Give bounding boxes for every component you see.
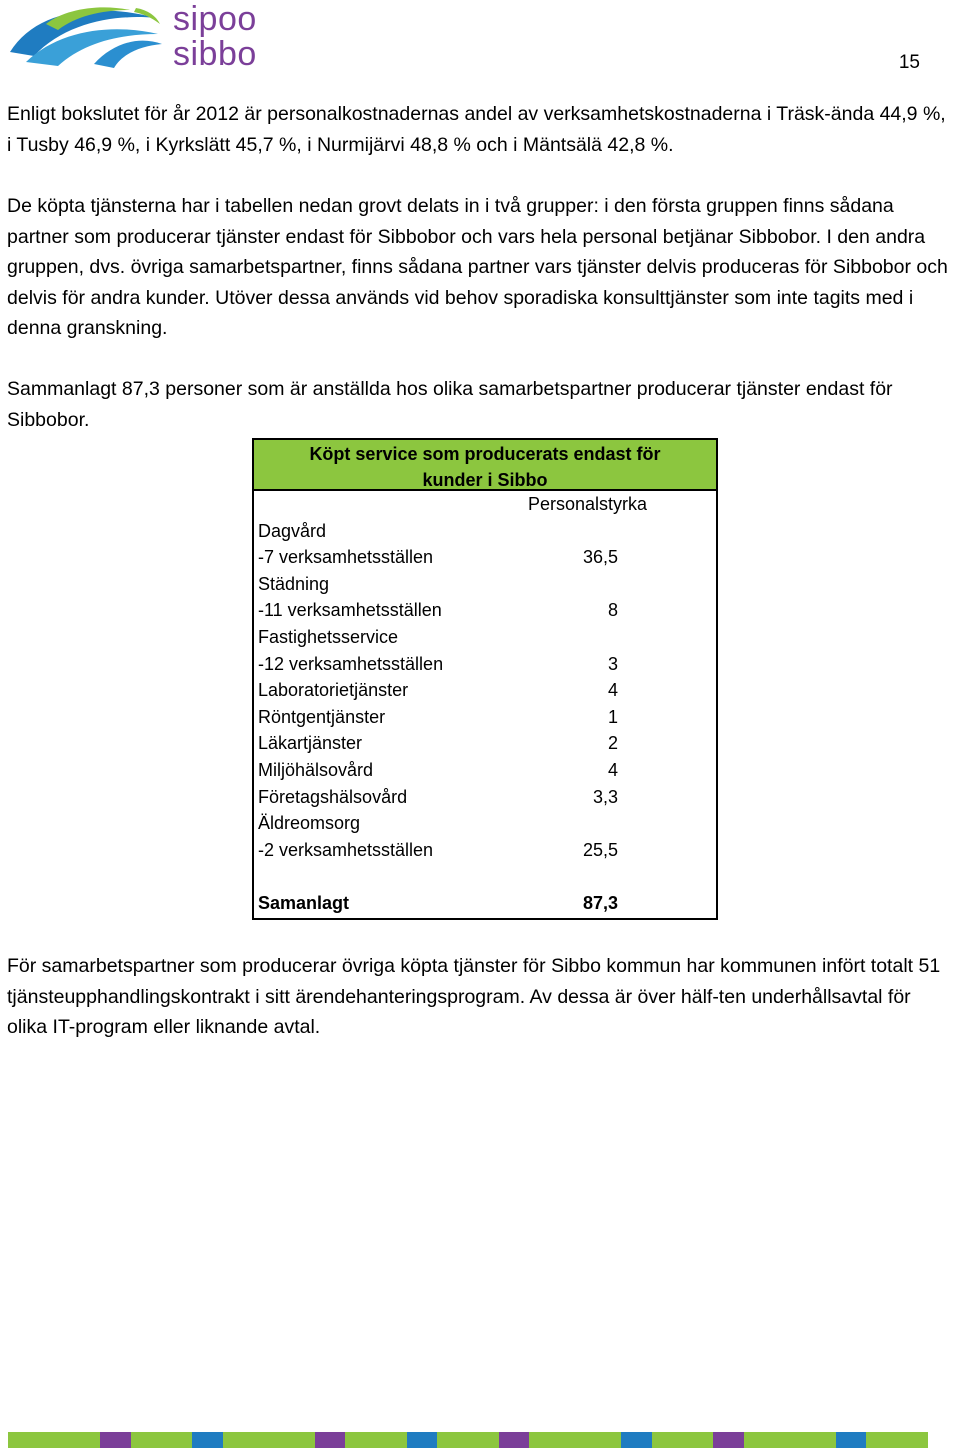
paragraph-summary: Sammanlagt 87,3 personer som är anställda hos olika samarbetspartner producerar tjänster endast för Sibbobor. (7, 378, 893, 431)
footer-stripe (713, 1432, 744, 1448)
footer-stripe (744, 1432, 775, 1448)
footer-stripe (836, 1432, 867, 1448)
table-row (254, 704, 716, 731)
footer-stripe (284, 1432, 315, 1448)
logo-line-2: sibbo (173, 35, 257, 73)
row-value: 3,3 (592, 786, 618, 807)
footer-stripe (345, 1432, 376, 1448)
row-value: 8 (607, 600, 618, 621)
row-value: 3 (607, 653, 618, 674)
table-row (254, 544, 716, 571)
sipoo-sibbo-logo (6, 0, 276, 74)
footer-stripe (590, 1432, 621, 1448)
row-label: -7 verksamhetsställen (258, 547, 434, 568)
footer-stripe (866, 1432, 897, 1448)
footer-stripe (774, 1432, 805, 1448)
total-value: 87,3 (582, 892, 618, 913)
table-title (254, 440, 716, 491)
footer-stripe (192, 1432, 223, 1448)
row-value: 4 (607, 680, 618, 701)
footer-stripe (621, 1432, 652, 1448)
table-row (254, 571, 716, 598)
row-label: Läkartjänster (258, 733, 363, 754)
footer-stripe (69, 1432, 100, 1448)
row-label: Företagshälsovård (258, 786, 408, 807)
footer-stripe (499, 1432, 530, 1448)
table-body (254, 518, 716, 864)
row-value: 2 (607, 733, 618, 754)
row-value: 25,5 (582, 839, 618, 860)
table-row (254, 597, 716, 624)
footer-stripe (652, 1432, 683, 1448)
footer-stripe (437, 1432, 468, 1448)
row-label: Fastighetsservice (258, 626, 399, 647)
table-row (254, 677, 716, 704)
row-label: Miljöhälsovård (258, 759, 374, 780)
footer-stripe (223, 1432, 254, 1448)
table-row (254, 730, 716, 757)
row-label: Röntgentjänster (258, 706, 386, 727)
footer-stripe (805, 1432, 836, 1448)
row-value: 36,5 (582, 547, 618, 568)
purchased-services-table (252, 438, 718, 920)
row-label: -11 verksamhetsställen (258, 600, 442, 621)
footer-stripe (468, 1432, 499, 1448)
table-total-row (254, 890, 716, 917)
footer-stripe (407, 1432, 438, 1448)
footer-stripe (8, 1432, 39, 1448)
row-label: Dagvård (258, 520, 327, 541)
table-column-header-row (254, 491, 716, 518)
table-title-line-2: kunder i Sibbo (422, 470, 548, 490)
total-label: Samanlagt (258, 892, 350, 913)
table-row (254, 757, 716, 784)
row-label: Äldreomsorg (258, 813, 361, 834)
footer-stripe (529, 1432, 560, 1448)
footer-stripe (39, 1432, 70, 1448)
footer-stripe-bar (8, 1432, 928, 1448)
footer-stripe (682, 1432, 713, 1448)
row-label: Laboratorietjänster (258, 680, 409, 701)
table-row (254, 837, 716, 864)
wave-logo-icon (6, 0, 171, 74)
footer-stripe (100, 1432, 131, 1448)
footer-stripe (161, 1432, 192, 1448)
logo-wordmark (173, 2, 257, 72)
footer-stripe (131, 1432, 162, 1448)
logo-line-1: sipoo (173, 0, 257, 38)
footer-stripe (560, 1432, 591, 1448)
paragraph-contracts: För samarbetspartner som producerar övriga köpta tjänster för Sibbo kommun har kommunen infört totalt 51 tjänsteupphandlingskontrakt i sitt ärendehanteringsprogram. Av dessa är över hälf-ten underhållsavtal för olika IT-program eller liknande avtal. (7, 955, 941, 1038)
row-label: Städning (258, 573, 330, 594)
row-value: 1 (607, 706, 618, 727)
table-title-line-1: Köpt service som producerats endast för (309, 444, 661, 464)
table-spacer-row (254, 863, 716, 890)
table-row (254, 784, 716, 811)
table-row (254, 624, 716, 651)
table-row (254, 651, 716, 678)
paragraph-personnel-costs: Enligt bokslutet för år 2012 är personalkostnadernas andel av verksamhetskostnaderna i Träsk-ända 44,9 %, i Tusby 46,9 %, i Kyrkslätt 45,7 %, i Nurmijärvi 48,8 % och i Mäntsälä 42,8 %. (7, 103, 946, 156)
paragraph-purchased-services: De köpta tjänsterna har i tabellen nedan grovt delats in i två grupper: i den första gruppen finns sådana partner som producerar tjänster endast för Sibbobor och vars hela personal betjänar Sibbobor. I den andra gruppen, dvs. övriga samarbetspartner, finns sådana partner vars tjänster delvis produceras för Sibbobor och delvis för andra kunder. Utöver dessa används vid behov sporadiska konsulttjänster som inte tagits med i denna granskning. (7, 195, 948, 339)
table-row (254, 518, 716, 545)
row-value: 4 (607, 759, 618, 780)
row-label: -2 verksamhetsställen (258, 839, 434, 860)
page-number: 15 (898, 52, 920, 73)
table-row (254, 810, 716, 837)
row-label: -12 verksamhetsställen (258, 653, 444, 674)
footer-stripe (315, 1432, 346, 1448)
footer-stripe (897, 1432, 928, 1448)
footer-stripe (376, 1432, 407, 1448)
column-header-personalstyrka: Personalstyrka (528, 494, 648, 514)
footer-stripe (253, 1432, 284, 1448)
